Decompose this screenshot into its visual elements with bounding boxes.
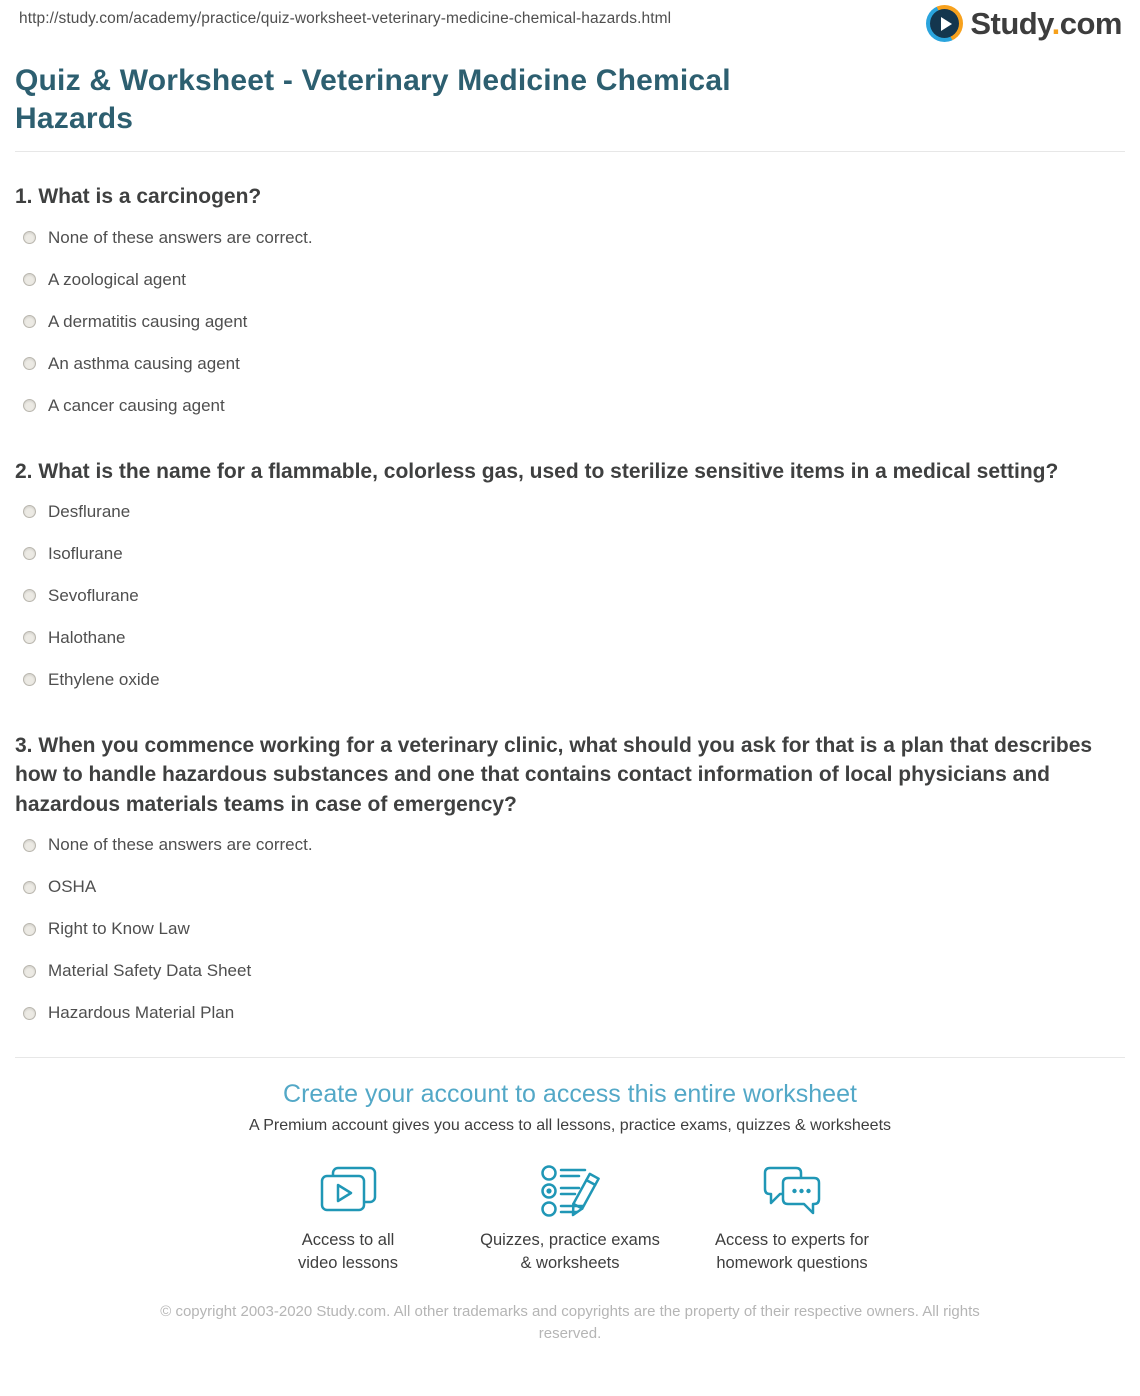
copyright-text: © copyright 2003-2020 Study.com. All other trademarks and copyrights are the property of their respective owners. All rights reserved. — [160, 1303, 980, 1343]
feature-label — [242, 1229, 454, 1276]
feature-label — [464, 1229, 676, 1276]
title-divider — [15, 151, 1125, 152]
signup-section — [15, 1078, 1125, 1275]
question-3 — [15, 731, 1125, 1034]
feature-quizzes-worksheets — [464, 1163, 676, 1276]
option-row[interactable] — [23, 217, 1125, 259]
expert-chat-icon — [757, 1163, 827, 1221]
feature-expert-help — [686, 1163, 898, 1276]
option-row[interactable] — [23, 491, 1125, 533]
feature-video-lessons — [242, 1163, 454, 1276]
option-label: None of these answers are correct. — [48, 227, 313, 247]
page-title: Quiz & Worksheet - Veterinary Medicine Chemical Hazards — [15, 64, 731, 136]
option-row[interactable] — [23, 992, 1125, 1034]
radio-button[interactable] — [23, 923, 36, 936]
option-row[interactable] — [23, 908, 1125, 950]
option-label: Hazardous Material Plan — [48, 1003, 235, 1023]
radio-button[interactable] — [23, 273, 36, 286]
studycom-logo[interactable] — [926, 5, 1122, 42]
feature-label-line2: homework questions — [716, 1254, 868, 1273]
option-row[interactable] — [23, 301, 1125, 343]
signup-divider — [15, 1057, 1125, 1058]
option-label: Desflurane — [48, 501, 131, 521]
option-row[interactable] — [23, 617, 1125, 659]
radio-button[interactable] — [23, 231, 36, 244]
question-heading: 1. What is a carcinogen? — [15, 185, 262, 209]
options-list — [15, 491, 1125, 701]
option-label: Sevoflurane — [48, 585, 139, 605]
option-row[interactable] — [23, 343, 1125, 385]
radio-button[interactable] — [23, 881, 36, 894]
brand-text — [970, 6, 1122, 42]
radio-button[interactable] — [23, 1007, 36, 1020]
option-row[interactable] — [23, 866, 1125, 908]
option-row[interactable] — [23, 659, 1125, 701]
features-row — [15, 1163, 1125, 1276]
option-label: A cancer causing agent — [48, 395, 225, 415]
option-row[interactable] — [23, 385, 1125, 427]
option-label: Ethylene oxide — [48, 669, 160, 689]
option-row[interactable] — [23, 533, 1125, 575]
brand-dot: . — [1051, 5, 1060, 41]
options-list — [15, 824, 1125, 1034]
options-list — [15, 217, 1125, 427]
feature-label-line2: video lessons — [298, 1254, 398, 1273]
radio-button[interactable] — [23, 357, 36, 370]
question-1 — [15, 182, 1125, 426]
radio-button[interactable] — [23, 505, 36, 518]
radio-button[interactable] — [23, 673, 36, 686]
page-url: http://study.com/academy/practice/quiz-worksheet-veterinary-medicine-chemical-hazards.html — [19, 10, 672, 27]
option-label: A dermatitis causing agent — [48, 311, 248, 331]
radio-button[interactable] — [23, 631, 36, 644]
play-icon — [926, 5, 963, 42]
video-lessons-icon — [313, 1163, 383, 1221]
feature-label-line1: Quizzes, practice exams — [480, 1230, 660, 1249]
feature-label-line2: & worksheets — [520, 1254, 620, 1273]
question-heading: 3. When you commence working for a veterinary clinic, what should you ask for that is a plan that describes how to handle hazardous substances and one that contains contact information of local physicians and hazardous materials teams in case of emergency? — [15, 733, 1093, 816]
feature-label-line1: Access to all — [301, 1230, 395, 1249]
quizzes-worksheets-icon — [535, 1163, 605, 1221]
option-label: Right to Know Law — [48, 919, 190, 939]
question-heading: 2. What is the name for a flammable, colorless gas, used to sterilize sensitive items in a medical setting? — [15, 459, 1059, 483]
signup-heading[interactable]: Create your account to access this entire worksheet — [283, 1080, 857, 1109]
question-2 — [15, 457, 1125, 701]
feature-label-line1: Access to experts for — [714, 1230, 870, 1249]
radio-button[interactable] — [23, 965, 36, 978]
brand-prefix: Study — [970, 5, 1052, 41]
option-label: Halothane — [48, 627, 126, 647]
option-label: An asthma causing agent — [48, 353, 240, 373]
option-label: Material Safety Data Sheet — [48, 961, 252, 981]
radio-button[interactable] — [23, 315, 36, 328]
option-row[interactable] — [23, 824, 1125, 866]
option-label: None of these answers are correct. — [48, 835, 313, 855]
option-row[interactable] — [23, 575, 1125, 617]
signup-subheading: A Premium account gives you access to all lessons, practice exams, quizzes & worksheets — [248, 1116, 892, 1134]
option-row[interactable] — [23, 259, 1125, 301]
option-label: OSHA — [48, 877, 97, 897]
radio-button[interactable] — [23, 589, 36, 602]
radio-button[interactable] — [23, 399, 36, 412]
radio-button[interactable] — [23, 547, 36, 560]
option-row[interactable] — [23, 950, 1125, 992]
brand-suffix: com — [1059, 5, 1122, 41]
radio-button[interactable] — [23, 839, 36, 852]
feature-label — [686, 1229, 898, 1276]
option-label: Isoflurane — [48, 543, 123, 563]
option-label: A zoological agent — [48, 269, 186, 289]
